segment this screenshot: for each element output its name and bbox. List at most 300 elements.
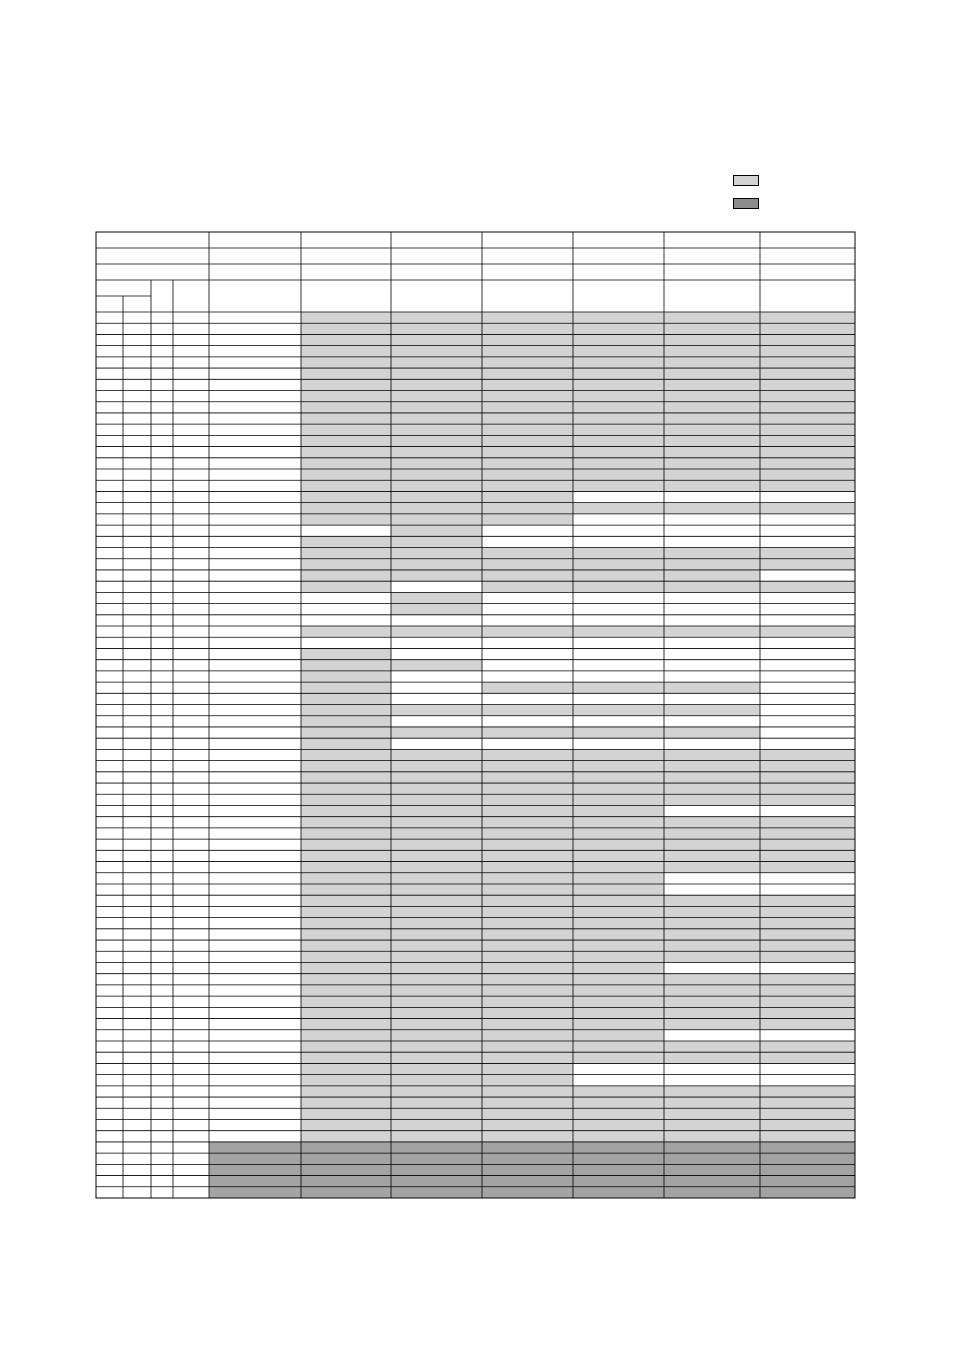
table-cell — [301, 469, 391, 480]
table-cell — [664, 862, 760, 873]
table-cell — [760, 469, 855, 480]
table-cell — [760, 503, 855, 514]
table-cell — [664, 357, 760, 368]
table-cell — [301, 974, 391, 985]
table-cell — [482, 794, 573, 805]
table-cell — [301, 862, 391, 873]
table-cell — [301, 850, 391, 861]
table-cell — [391, 379, 482, 390]
table-cell — [482, 862, 573, 873]
table-cell — [664, 1097, 760, 1108]
table-cell — [664, 413, 760, 424]
table-cell — [301, 996, 391, 1007]
table-cell — [573, 682, 664, 693]
table-cell — [573, 503, 664, 514]
table-cell — [301, 548, 391, 559]
table-cell — [482, 828, 573, 839]
table-cell — [301, 794, 391, 805]
table-cell — [391, 850, 482, 861]
table-cell — [391, 996, 482, 1007]
table-cell — [391, 772, 482, 783]
table-cell — [482, 682, 573, 693]
table-cell — [664, 1164, 760, 1175]
table-cell — [482, 1119, 573, 1130]
table-cell — [482, 906, 573, 917]
table-cell — [760, 357, 855, 368]
table-cell — [391, 1097, 482, 1108]
table-cell — [391, 794, 482, 805]
table-cell — [573, 828, 664, 839]
table-cell — [301, 660, 391, 671]
table-cell — [573, 772, 664, 783]
table-cell — [760, 334, 855, 345]
table-cell — [209, 1187, 301, 1198]
table-cell — [482, 805, 573, 816]
table-cell — [391, 918, 482, 929]
table-cell — [301, 402, 391, 413]
table-cell — [301, 503, 391, 514]
table-cell — [482, 581, 573, 592]
table-cell — [301, 671, 391, 682]
table-cell — [482, 1164, 573, 1175]
table-cell — [664, 839, 760, 850]
table-cell — [573, 1176, 664, 1187]
table-cell — [664, 727, 760, 738]
table-cell — [391, 447, 482, 458]
table-cell — [391, 346, 482, 357]
table-cell — [760, 929, 855, 940]
table-cell — [760, 368, 855, 379]
table-cell — [664, 1041, 760, 1052]
table-cell — [664, 1052, 760, 1063]
table-cell — [301, 480, 391, 491]
table-cell — [301, 626, 391, 637]
table-cell — [760, 985, 855, 996]
table-cell — [301, 716, 391, 727]
table-cell — [760, 1097, 855, 1108]
table-cell — [573, 918, 664, 929]
table-cell — [573, 1187, 664, 1198]
table-cell — [573, 1086, 664, 1097]
table-cell — [664, 480, 760, 491]
table-cell — [573, 424, 664, 435]
table-cell — [664, 435, 760, 446]
table-cell — [301, 1086, 391, 1097]
table-cell — [664, 996, 760, 1007]
table-cell — [301, 839, 391, 850]
table-cell — [391, 884, 482, 895]
table-cell — [573, 974, 664, 985]
table-cell — [482, 626, 573, 637]
table-cell — [391, 480, 482, 491]
table-cell — [391, 705, 482, 716]
table-cell — [482, 1097, 573, 1108]
table-cell — [301, 951, 391, 962]
table-cell — [760, 435, 855, 446]
table-cell — [664, 458, 760, 469]
table-cell — [301, 828, 391, 839]
table-cell — [391, 783, 482, 794]
table-cell — [482, 727, 573, 738]
table-cell — [301, 1030, 391, 1041]
table-cell — [391, 491, 482, 502]
table-cell — [664, 1119, 760, 1130]
table-cell — [760, 839, 855, 850]
table-cell — [209, 1176, 301, 1187]
table-cell — [573, 727, 664, 738]
table-cell — [391, 548, 482, 559]
table-cell — [482, 447, 573, 458]
table-cell — [482, 1063, 573, 1074]
table-cell — [573, 559, 664, 570]
table-cell — [391, 391, 482, 402]
table-cell — [573, 705, 664, 716]
table-cell — [301, 1164, 391, 1175]
table-cell — [760, 1131, 855, 1142]
table-cell — [760, 940, 855, 951]
table-cell — [760, 402, 855, 413]
table-cell — [301, 1187, 391, 1198]
table-cell — [573, 1131, 664, 1142]
table-cell — [760, 312, 855, 323]
table-cell — [664, 402, 760, 413]
table-cell — [573, 850, 664, 861]
table-cell — [301, 772, 391, 783]
table-cell — [391, 1187, 482, 1198]
table-cell — [664, 559, 760, 570]
table-cell — [664, 391, 760, 402]
table-cell — [391, 660, 482, 671]
table-cell — [301, 1097, 391, 1108]
table-cell — [391, 570, 482, 581]
table-cell — [573, 413, 664, 424]
table-cell — [664, 682, 760, 693]
table-cell — [760, 828, 855, 839]
table-cell — [301, 693, 391, 704]
table-cell — [301, 1052, 391, 1063]
table-cell — [391, 940, 482, 951]
table-cell — [573, 1153, 664, 1164]
table-cell — [391, 592, 482, 603]
table-cell — [664, 334, 760, 345]
table-cell — [391, 334, 482, 345]
table-cell — [664, 1019, 760, 1030]
table-cell — [664, 1007, 760, 1018]
table-cell — [391, 1052, 482, 1063]
table-cell — [664, 346, 760, 357]
table-cell — [391, 962, 482, 973]
table-cell — [482, 368, 573, 379]
table-cell — [301, 1108, 391, 1119]
table-cell — [482, 469, 573, 480]
table-cell — [664, 312, 760, 323]
table-cell — [482, 1041, 573, 1052]
table-cell — [573, 906, 664, 917]
table-cell — [573, 817, 664, 828]
table-cell — [573, 929, 664, 940]
table-cell — [760, 480, 855, 491]
table-cell — [664, 1142, 760, 1153]
table-cell — [573, 1164, 664, 1175]
table-cell — [301, 536, 391, 547]
table-cell — [760, 906, 855, 917]
table-cell — [482, 312, 573, 323]
table-cell — [760, 1164, 855, 1175]
table-cell — [573, 761, 664, 772]
table-cell — [664, 626, 760, 637]
table-cell — [391, 873, 482, 884]
table-cell — [573, 402, 664, 413]
table-cell — [391, 761, 482, 772]
table-cell — [664, 772, 760, 783]
table-cell — [301, 581, 391, 592]
table-cell — [664, 548, 760, 559]
table-cell — [482, 1153, 573, 1164]
table-cell — [482, 873, 573, 884]
table-cell — [301, 749, 391, 760]
table-cell — [482, 974, 573, 985]
table-cell — [760, 379, 855, 390]
table-cell — [482, 817, 573, 828]
table-cell — [760, 1153, 855, 1164]
table-cell — [301, 368, 391, 379]
table-cell — [482, 480, 573, 491]
table-cell — [573, 895, 664, 906]
table-cell — [573, 570, 664, 581]
table-cell — [301, 884, 391, 895]
table-cell — [760, 1041, 855, 1052]
table-cell — [391, 503, 482, 514]
table-cell — [391, 458, 482, 469]
table-cell — [391, 536, 482, 547]
table-cell — [573, 480, 664, 491]
table-cell — [301, 1153, 391, 1164]
table-cell — [301, 682, 391, 693]
table-cell — [391, 974, 482, 985]
table-cell — [760, 1019, 855, 1030]
table-cell — [301, 391, 391, 402]
table-cell — [573, 1019, 664, 1030]
table-cell — [482, 413, 573, 424]
table-cell — [664, 850, 760, 861]
table-cell — [482, 570, 573, 581]
table-cell — [301, 435, 391, 446]
table-cell — [301, 1176, 391, 1187]
table-cell — [664, 906, 760, 917]
table-cell — [573, 1030, 664, 1041]
table-cell — [760, 626, 855, 637]
table-cell — [301, 413, 391, 424]
table-cell — [391, 312, 482, 323]
table-cell — [391, 1007, 482, 1018]
table-cell — [664, 794, 760, 805]
table-cell — [301, 783, 391, 794]
table-cell — [391, 1086, 482, 1097]
table-cell — [664, 974, 760, 985]
table-cell — [391, 1153, 482, 1164]
table-cell — [301, 906, 391, 917]
table-cell — [301, 447, 391, 458]
table-cell — [482, 850, 573, 861]
table-cell — [482, 884, 573, 895]
table-cell — [573, 985, 664, 996]
table-cell — [391, 402, 482, 413]
table-cell — [301, 727, 391, 738]
table-cell — [482, 458, 573, 469]
table-cell — [301, 895, 391, 906]
table-cell — [664, 368, 760, 379]
table-cell — [573, 368, 664, 379]
table-cell — [664, 581, 760, 592]
table-cell — [573, 805, 664, 816]
table-cell — [573, 379, 664, 390]
table-cell — [573, 1142, 664, 1153]
table-cell — [664, 895, 760, 906]
table-cell — [482, 1019, 573, 1030]
table-cell — [482, 334, 573, 345]
table-cell — [573, 435, 664, 446]
table-cell — [482, 1030, 573, 1041]
table-cell — [573, 1007, 664, 1018]
table-cell — [573, 1097, 664, 1108]
table-cell — [760, 749, 855, 760]
table-cell — [301, 379, 391, 390]
table-cell — [391, 1108, 482, 1119]
table-cell — [760, 772, 855, 783]
table-cell — [482, 705, 573, 716]
table-cell — [391, 951, 482, 962]
table-cell — [301, 1142, 391, 1153]
table-cell — [301, 738, 391, 749]
table-cell — [482, 1075, 573, 1086]
table-cell — [664, 1176, 760, 1187]
table-cell — [482, 424, 573, 435]
table-cell — [664, 749, 760, 760]
table-cell — [482, 918, 573, 929]
table-cell — [482, 514, 573, 525]
table-cell — [664, 1187, 760, 1198]
table-cell — [573, 749, 664, 760]
table-cell — [760, 974, 855, 985]
table-cell — [664, 951, 760, 962]
table-cell — [482, 1007, 573, 1018]
table-cell — [391, 525, 482, 536]
table-cell — [760, 918, 855, 929]
table-cell — [482, 379, 573, 390]
table-cell — [760, 1086, 855, 1097]
table-cell — [482, 772, 573, 783]
table-cell — [209, 1153, 301, 1164]
table-cell — [301, 940, 391, 951]
table-cell — [482, 1131, 573, 1142]
table-cell — [391, 906, 482, 917]
table-cell — [573, 447, 664, 458]
table-cell — [664, 940, 760, 951]
table-cell — [482, 940, 573, 951]
table-cell — [482, 491, 573, 502]
table-cell — [760, 895, 855, 906]
table-cell — [482, 1086, 573, 1097]
table-cell — [482, 839, 573, 850]
table-cell — [760, 413, 855, 424]
table-cell — [482, 761, 573, 772]
table-cell — [664, 1086, 760, 1097]
table-cell — [760, 1007, 855, 1018]
table-cell — [482, 783, 573, 794]
table-cell — [391, 357, 482, 368]
table-cell — [664, 828, 760, 839]
table-cell — [664, 1131, 760, 1142]
table-cell — [482, 929, 573, 940]
table-cell — [664, 761, 760, 772]
table-cell — [391, 424, 482, 435]
table-cell — [482, 548, 573, 559]
table-cell — [760, 1119, 855, 1130]
table-cell — [482, 1187, 573, 1198]
table-cell — [760, 761, 855, 772]
table-cell — [391, 1142, 482, 1153]
table-cell — [391, 1075, 482, 1086]
table-cell — [760, 559, 855, 570]
table-cell — [209, 1164, 301, 1175]
table-cell — [664, 469, 760, 480]
table-cell — [391, 368, 482, 379]
table-cell — [301, 929, 391, 940]
table-cell — [391, 1176, 482, 1187]
table-cell — [391, 817, 482, 828]
table-cell — [301, 1131, 391, 1142]
table-cell — [391, 828, 482, 839]
table-cell — [482, 357, 573, 368]
table-cell — [301, 1063, 391, 1074]
table-cell — [573, 548, 664, 559]
table-cell — [391, 1131, 482, 1142]
table-cell — [301, 312, 391, 323]
table-cell — [391, 1119, 482, 1130]
table-cell — [573, 1119, 664, 1130]
table-cell — [664, 985, 760, 996]
table-cell — [760, 1108, 855, 1119]
table-cell — [391, 805, 482, 816]
table-cell — [760, 548, 855, 559]
table-cell — [573, 862, 664, 873]
table-cell — [760, 951, 855, 962]
table-cell — [664, 424, 760, 435]
table-cell — [573, 391, 664, 402]
table-cell — [301, 514, 391, 525]
table-cell — [301, 1007, 391, 1018]
table-cell — [391, 435, 482, 446]
table-cell — [664, 503, 760, 514]
table-cell — [760, 346, 855, 357]
table-cell — [573, 1108, 664, 1119]
table-cell — [301, 648, 391, 659]
table-cell — [301, 985, 391, 996]
table-cell — [301, 357, 391, 368]
table-cell — [301, 805, 391, 816]
table-cell — [391, 1063, 482, 1074]
table-cell — [760, 862, 855, 873]
table-cell — [482, 1142, 573, 1153]
table-cell — [573, 1052, 664, 1063]
table-cell — [301, 458, 391, 469]
table-cell — [760, 850, 855, 861]
table-cell — [664, 570, 760, 581]
table-cell — [391, 985, 482, 996]
table-cell — [760, 424, 855, 435]
table-cell — [482, 346, 573, 357]
table-cell — [573, 884, 664, 895]
